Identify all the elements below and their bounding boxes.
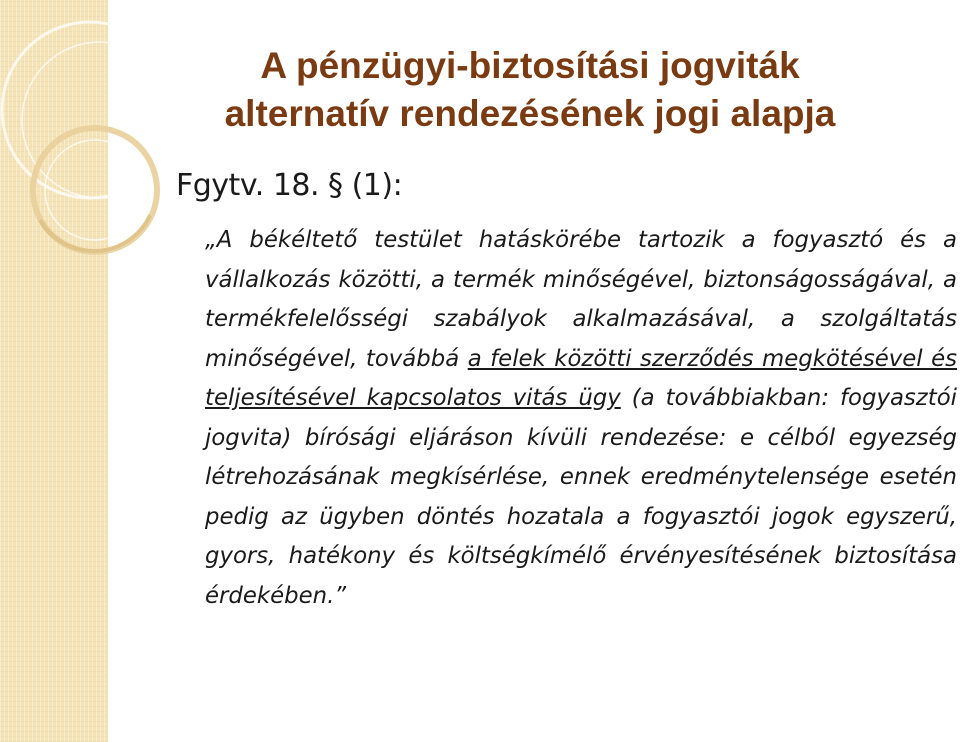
law-quote: [205, 221, 957, 616]
quote-underlined-text: a felek közötti szerződés megkötésével és teljesítésével kapcsolatos vitás ügy: [205, 345, 958, 411]
law-citation: Fgytv. 18. § (1):: [176, 168, 403, 203]
quote-text-start: „A békéltető testület hatáskörébe tartozik a fogyasztó és a vállalkozás közötti, a termék minőségével, biztonságosságával, a termékfelelősségi szabályok alkalmazásával, a szolgáltatás minőségével, továbbá: [205, 227, 957, 372]
title-line-1: A pénzügyi-biztosítási jogviták: [260, 45, 800, 86]
slide-title: [150, 42, 910, 138]
quote-text-end: (a továbbiakban: fogyasztói jogvita) bírósági eljáráson kívüli rendezése: e célból egyezség létrehozásának megkísérlése, ennek eredménytelensége esetén pedig az ügyben döntés hozatala a fogyasztói jogok egyszerű, gyors, hatékony és költségkímélő érvényesítésének biztosítása érdekében.”: [205, 385, 957, 609]
title-line-2: alternatív rendezésének jogi alapja: [224, 93, 836, 134]
